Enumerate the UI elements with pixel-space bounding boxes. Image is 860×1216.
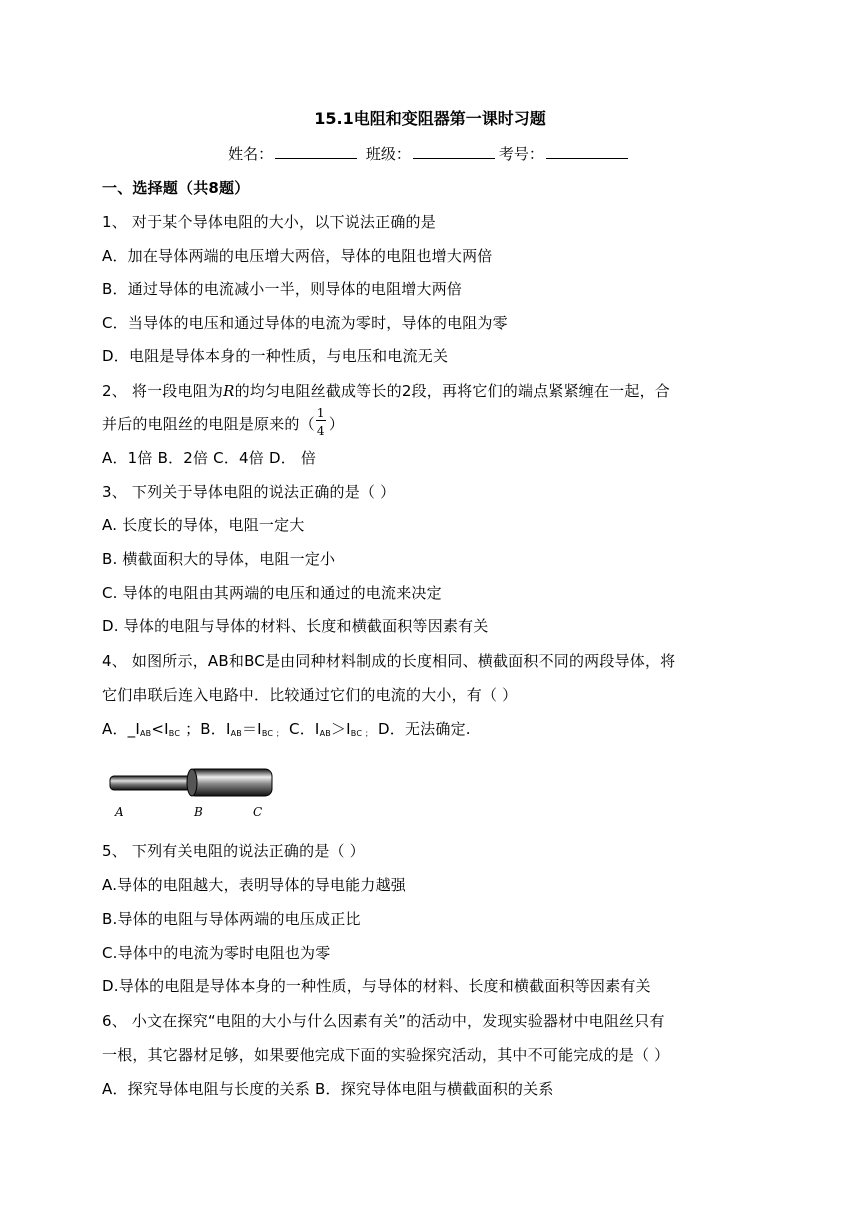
q2-stem-part: 2、 将一段电阻为: [102, 382, 224, 400]
q4-stem-line2: 它们串联后连入电路中．比较通过它们的电流的大小，有（ ）: [102, 686, 518, 704]
q4-option-a: <I: [151, 720, 169, 738]
q3-option-b: B. 横截面积大的导体，电阻一定小: [102, 550, 336, 568]
q4-option-d: D．无法确定.: [373, 720, 471, 738]
q2-stem-line1: [102, 380, 670, 402]
subscript: AB: [140, 729, 152, 738]
q5-option-a: A.导体的电阻越大，表明导体的导电能力越强: [102, 876, 406, 894]
name-label: 姓名：: [228, 145, 274, 163]
section-heading: 一、选择题（共8题）: [102, 179, 250, 197]
q4-stem-line1: 4、 如图所示，AB和BC是由同种材料制成的长度相同、横截面积不同的两段导体，将: [102, 652, 676, 670]
q1-option-a: A．加在导体两端的电压增大两倍，导体的电阻也增大两倍: [102, 247, 493, 265]
class-blank[interactable]: [413, 144, 495, 159]
subscript: AB: [319, 729, 331, 738]
q5-option-d: D.导体的电阻是导体本身的一种性质，与导体的材料、长度和横截面积等因素有关: [102, 977, 651, 995]
q4-option-c: ＞I: [330, 720, 351, 738]
fraction-denominator: 4: [316, 423, 325, 438]
q2-options: A．1倍 B．2倍 C．4倍 D． 倍: [102, 449, 317, 467]
q4-option-c: C．I: [284, 720, 320, 738]
q4-option-b: ＝I: [241, 720, 262, 738]
q6-stem-line1: 6、 小文在探究“电阻的大小与什么因素有关”的活动中，发现实验器材中电阻丝只有: [102, 1012, 665, 1030]
label-b: B: [194, 805, 203, 819]
document-title: 15.1电阻和变阻器第一课时习题: [314, 109, 546, 128]
q4-options: [102, 718, 471, 745]
q4-option-b: ；B．I: [180, 720, 231, 738]
q2-resistance-symbol: R: [223, 382, 235, 400]
student-info-line: [0, 143, 860, 165]
conductor-ab: [110, 776, 192, 790]
q2-stem-part: 的均匀电阻丝截成等长的2段，再将它们的端点紧紧缠在一起，合: [234, 382, 670, 400]
label-a: A: [115, 805, 124, 819]
q4-option-a: A．_I: [102, 720, 140, 738]
class-label: 班级：: [365, 145, 411, 163]
subscript: BC ；: [261, 729, 285, 738]
q2-fraction: [315, 405, 329, 438]
exam-blank[interactable]: [546, 144, 628, 159]
q3-option-d: D. 导体的电阻与导体的材料、长度和横截面积等因素有关: [102, 617, 489, 635]
q1-option-c: C．当导体的电压和通过导体的电流为零时，导体的电阻为零: [102, 314, 508, 332]
subscript: AB: [230, 729, 242, 738]
conductor-figure: [106, 764, 286, 824]
q1-stem: 1、 对于某个导体电阻的大小，以下说法正确的是: [102, 213, 436, 231]
q1-option-d: D．电阻是导体本身的一种性质，与电压和电流无关: [102, 347, 449, 365]
conductor-diagram: [106, 764, 286, 824]
q1-option-b: B．通过导体的电流减小一半，则导体的电阻增大两倍: [102, 280, 463, 298]
exam-label: 考号：: [498, 145, 544, 163]
q6-options: A．探究导体电阻与长度的关系 B．探究导体电阻与横截面积的关系: [102, 1080, 554, 1098]
subscript: BC: [168, 729, 181, 738]
q3-stem: 3、 下列关于导体电阻的说法正确的是（ ）: [102, 483, 396, 501]
q6-stem-line2: 一根，其它器材足够，如果要他完成下面的实验探究活动，其中不可能完成的是（ ）: [102, 1046, 670, 1064]
conductor-bc: [188, 769, 272, 796]
label-c: C: [253, 805, 263, 819]
q5-option-c: C.导体中的电流为零时电阻也为零: [102, 944, 331, 962]
conductor-b-end: [187, 769, 197, 796]
q5-stem: 5、 下列有关电阻的说法正确的是（ ）: [102, 842, 365, 860]
q2-stem-part: 并后的电阻丝的电阻是原来的（: [102, 415, 315, 433]
name-blank[interactable]: [275, 144, 357, 159]
q3-option-a: A. 长度长的导体，电阻一定大: [102, 516, 305, 534]
q3-option-c: C. 导体的电阻由其两端的电压和通过的电流来决定: [102, 584, 442, 602]
subscript: BC ；: [350, 729, 374, 738]
q2-stem-part: ）: [328, 415, 345, 433]
q5-option-b: B.导体的电阻与导体两端的电压成正比: [102, 910, 361, 928]
q2-stem-line2: [102, 405, 345, 438]
fraction-numerator: 1: [316, 405, 325, 420]
